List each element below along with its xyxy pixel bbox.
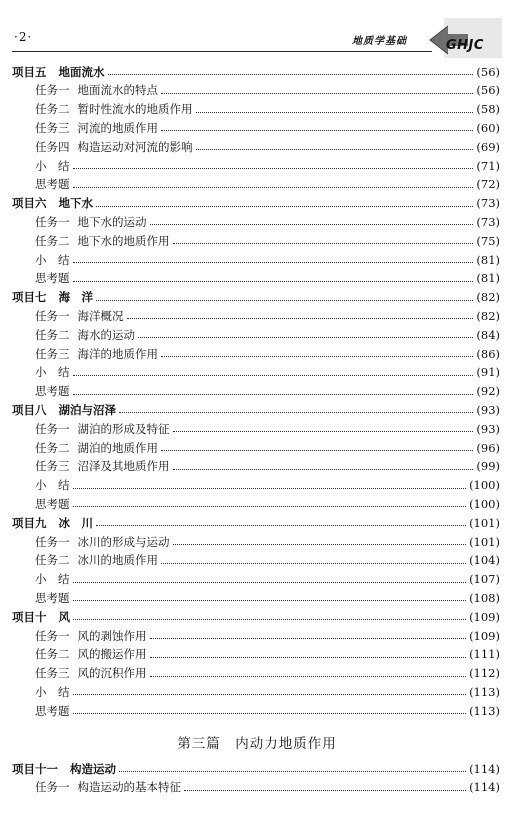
toc-task-row[interactable] (35, 100, 500, 119)
toc-entry-label (35, 364, 70, 380)
toc-entry-title: 地面流水的特点 (77, 83, 158, 98)
dot-leader (150, 638, 467, 639)
toc-entry-number: 项目十 (12, 609, 47, 624)
dot-leader (161, 450, 473, 451)
toc-entry-label (12, 761, 116, 777)
toc-entry-number: 任务二 (35, 553, 70, 568)
toc-entry-number: 小 结 (35, 572, 70, 587)
part-heading: 第三篇 内动力地质作用 (177, 736, 337, 752)
toc-entry-label (35, 252, 70, 268)
toc-chapter-row[interactable] (12, 400, 500, 419)
toc-entry-title: 海水的运动 (77, 327, 135, 342)
dot-leader (196, 112, 474, 113)
toc-task-row[interactable] (35, 494, 500, 513)
toc-entry-label (35, 327, 135, 343)
toc-entry-label (35, 703, 70, 719)
toc-task-row[interactable] (35, 306, 500, 325)
toc-page-number: (114) (469, 780, 500, 795)
toc-task-row[interactable] (35, 175, 500, 194)
toc-task-row[interactable] (35, 532, 500, 551)
toc-page-number: (81) (476, 271, 500, 286)
toc-page-number: (104) (469, 553, 500, 568)
toc-entry-title: 风的搬运作用 (77, 647, 147, 662)
toc-page-number: (101) (469, 515, 500, 530)
toc-page-number: (99) (476, 459, 500, 474)
toc-chapter-row[interactable] (12, 607, 500, 626)
dot-leader (73, 187, 474, 188)
toc-entry-number: 小 结 (35, 365, 70, 380)
dot-leader (184, 790, 466, 791)
toc-entry-number: 思考题 (35, 590, 70, 605)
toc-entry-title: 河流的地质作用 (77, 120, 158, 135)
toc-entry-number: 思考题 (35, 496, 70, 511)
toc-task-row[interactable] (35, 419, 500, 438)
toc-entry-number: 思考题 (35, 177, 70, 192)
toc-entry-label (35, 101, 193, 117)
toc-entry-number: 任务一 (35, 534, 70, 549)
toc-page-number: (72) (476, 177, 500, 192)
toc-entry-number: 项目七 (12, 290, 47, 305)
toc-task-row[interactable] (35, 626, 500, 645)
toc-entry-number: 任务三 (35, 459, 70, 474)
dot-leader (96, 300, 473, 301)
toc-entry-label (35, 308, 124, 324)
toc-entry-title: 海洋概况 (77, 308, 124, 323)
toc-entry-label (35, 628, 147, 644)
dot-leader (73, 488, 467, 489)
toc-entry-title: 地下水的地质作用 (77, 233, 170, 248)
dot-leader (73, 375, 474, 376)
toc-entry-label (35, 571, 70, 587)
toc-task-row[interactable] (35, 588, 500, 607)
toc-page-number: (86) (476, 346, 500, 361)
page-number: ·2· (14, 30, 33, 44)
toc-entry-label (35, 139, 193, 155)
toc-page-number: (73) (476, 196, 500, 211)
toc-entry-label (35, 665, 147, 681)
toc-task-row[interactable] (35, 457, 500, 476)
toc-chapter-row[interactable] (12, 62, 500, 81)
toc-entry-label (35, 534, 170, 550)
toc-entry-label (35, 421, 170, 437)
toc-page-number: (109) (469, 628, 500, 643)
toc-task-row[interactable] (35, 156, 500, 175)
dot-leader (73, 694, 467, 695)
toc-entry-number: 项目十一 (12, 761, 58, 776)
toc-task-row[interactable] (35, 212, 500, 231)
toc-entry-title: 冰 川 (58, 515, 93, 530)
toc-entry-title: 风的剥蚀作用 (77, 628, 147, 643)
dot-leader (73, 262, 474, 263)
toc-page-number: (109) (469, 609, 500, 624)
toc-task-row[interactable] (35, 382, 500, 401)
toc-page-number: (81) (476, 252, 500, 267)
toc-task-row[interactable] (35, 476, 500, 495)
toc-task-row[interactable] (35, 664, 500, 683)
toc-task-row[interactable] (35, 438, 500, 457)
page-header (0, 0, 514, 60)
toc-entry-title: 暂时性流水的地质作用 (77, 102, 193, 117)
toc-entry-number: 思考题 (35, 384, 70, 399)
toc-entry-number: 任务一 (35, 628, 70, 643)
dot-leader (161, 130, 473, 131)
toc-page-number: (75) (476, 233, 500, 248)
toc-entry-number: 小 结 (35, 158, 70, 173)
toc-task-row[interactable] (35, 231, 500, 250)
toc-page-number: (84) (476, 327, 500, 342)
toc-task-row[interactable] (35, 682, 500, 701)
dot-leader (173, 544, 467, 545)
toc-entry-number: 任务三 (35, 120, 70, 135)
toc-entry-number: 任务一 (35, 83, 70, 98)
toc-entry-label (12, 609, 70, 625)
toc-task-row[interactable] (35, 778, 500, 797)
toc-page-number: (113) (469, 703, 500, 718)
toc-page-number: (56) (476, 64, 500, 79)
toc-entry-label (35, 120, 158, 136)
toc-entry-label (35, 176, 70, 192)
toc-entry-label (35, 346, 158, 362)
toc-entry-title: 海 洋 (58, 290, 93, 305)
toc-page-number: (92) (476, 384, 500, 399)
toc-task-row[interactable] (35, 363, 500, 382)
toc-entry-label (35, 233, 170, 249)
toc-entry-number: 项目八 (12, 402, 47, 417)
toc-entry-label (35, 82, 158, 98)
toc-entry-label (35, 440, 158, 456)
dot-leader (73, 506, 467, 507)
toc-task-row[interactable] (35, 269, 500, 288)
dot-leader (96, 206, 473, 207)
toc-entry-number: 任务一 (35, 214, 70, 229)
toc-page-number: (100) (469, 496, 500, 511)
toc-task-row[interactable] (35, 250, 500, 269)
toc-entry-title: 湖泊的地质作用 (77, 440, 158, 455)
dot-leader (173, 431, 474, 432)
header-rule (12, 51, 432, 52)
toc-page-number: (91) (476, 365, 500, 380)
toc-chapter-row[interactable] (12, 513, 500, 532)
toc-page-number: (69) (476, 139, 500, 154)
toc-page-number: (58) (476, 102, 500, 117)
toc-task-row[interactable] (35, 137, 500, 156)
toc-entry-label (35, 779, 181, 795)
toc-entry-number: 任务二 (35, 102, 70, 117)
dot-leader (73, 619, 466, 620)
toc-page-number: (111) (469, 647, 500, 662)
toc-page-number: (56) (476, 83, 500, 98)
toc-entry-label (35, 477, 70, 493)
toc-page-number: (96) (476, 440, 500, 455)
toc-entry-number: 任务二 (35, 233, 70, 248)
dot-leader (73, 168, 474, 169)
toc-entry-title: 湖泊与沼泽 (58, 402, 116, 417)
dot-leader (150, 676, 467, 677)
toc-entry-title: 风 (58, 609, 70, 624)
toc-entry-label (12, 402, 116, 418)
dot-leader (150, 224, 474, 225)
dot-leader (161, 93, 473, 94)
toc-entry-title: 湖泊的形成及特征 (77, 421, 170, 436)
toc-entry-label (12, 64, 105, 80)
toc-task-row[interactable] (35, 118, 500, 137)
toc-chapter-row[interactable] (12, 759, 500, 778)
toc-entry-number: 小 结 (35, 252, 70, 267)
toc-page-number: (71) (476, 158, 500, 173)
toc-entry-label (35, 214, 147, 230)
toc-entry-number: 小 结 (35, 478, 70, 493)
toc-entry-number: 项目五 (12, 64, 47, 79)
toc-entry-number: 任务四 (35, 139, 70, 154)
dot-leader (196, 149, 474, 150)
toc-page-number: (113) (469, 684, 500, 699)
toc-entry-title: 海洋的地质作用 (77, 346, 158, 361)
dot-leader (73, 281, 474, 282)
toc-entry-number: 任务二 (35, 440, 70, 455)
toc-task-row[interactable] (35, 325, 500, 344)
toc-entry-label (35, 458, 170, 474)
toc-entry-label (35, 590, 70, 606)
book-title: 地质学基础 (352, 36, 407, 47)
toc-entry-title: 冰川的形成与运动 (77, 534, 170, 549)
toc-task-row[interactable] (35, 645, 500, 664)
toc-entry-label (35, 158, 70, 174)
toc-entry-label (12, 515, 93, 531)
dot-leader (127, 318, 474, 319)
toc-entry-number: 任务一 (35, 308, 70, 323)
dot-leader (73, 713, 467, 714)
toc-task-row[interactable] (35, 551, 500, 570)
toc-entry-number: 小 结 (35, 684, 70, 699)
toc-task-row[interactable] (35, 81, 500, 100)
toc-entry-label (35, 496, 70, 512)
toc-entry-title: 风的沉积作用 (77, 666, 147, 681)
toc-task-row[interactable] (35, 570, 500, 589)
dot-leader (119, 771, 466, 772)
toc-page-number: (114) (469, 761, 500, 776)
toc-page-number: (60) (476, 120, 500, 135)
toc-entry-label (12, 195, 93, 211)
toc-entry-title: 地面流水 (58, 64, 105, 79)
toc-entry-title: 构造运动对河流的影响 (77, 139, 193, 154)
toc-entry-label (35, 552, 158, 568)
dot-leader (161, 356, 473, 357)
dot-leader (150, 657, 467, 658)
toc-entry-number: 任务三 (35, 666, 70, 681)
toc-page-number: (82) (476, 308, 500, 323)
toc-entry-number: 项目九 (12, 515, 47, 530)
toc-entry-title: 地下水 (58, 196, 93, 211)
toc-entry-number: 思考题 (35, 271, 70, 286)
dot-leader (173, 469, 474, 470)
toc-task-row[interactable] (35, 701, 500, 720)
toc-entry-label (12, 289, 93, 305)
toc-entry-label (35, 646, 147, 662)
toc-chapter-row[interactable] (12, 194, 500, 213)
dot-leader (73, 582, 467, 583)
toc-entry-number: 任务一 (35, 421, 70, 436)
toc-entry-label (35, 270, 70, 286)
toc-task-row[interactable] (35, 344, 500, 363)
dot-leader (73, 600, 467, 601)
toc-entry-number: 任务三 (35, 346, 70, 361)
toc-chapter-row[interactable] (12, 288, 500, 307)
toc-page-number: (73) (476, 214, 500, 229)
toc-entry-number: 任务二 (35, 647, 70, 662)
toc-page-number: (93) (476, 402, 500, 417)
toc-entry-number: 任务一 (35, 780, 70, 795)
toc-entry-title: 构造运动 (70, 761, 116, 776)
dot-leader (161, 563, 466, 564)
toc-page-number: (93) (476, 421, 500, 436)
toc-entry-label (35, 684, 70, 700)
dot-leader (96, 525, 466, 526)
toc-entry-title: 地下水的运动 (77, 214, 147, 229)
toc-entry-label (35, 383, 70, 399)
dot-leader (138, 337, 473, 338)
dot-leader (119, 412, 473, 413)
toc-page-number: (107) (469, 572, 500, 587)
toc-page-number: (108) (469, 590, 500, 605)
logo-text: GHJC (446, 38, 484, 53)
toc-entry-title: 沼泽及其地质作用 (77, 459, 170, 474)
dot-leader (173, 243, 474, 244)
toc-entry-number: 思考题 (35, 703, 70, 718)
dot-leader (108, 74, 474, 75)
toc-page-number: (112) (469, 666, 500, 681)
toc-entry-number: 任务二 (35, 327, 70, 342)
toc-entry-number: 项目六 (12, 196, 47, 211)
toc-page-number: (101) (469, 534, 500, 549)
toc-entry-title: 冰川的地质作用 (77, 553, 158, 568)
toc-entry-title: 构造运动的基本特征 (77, 780, 181, 795)
toc-page-number: (82) (476, 290, 500, 305)
dot-leader (73, 394, 474, 395)
toc-page-number: (100) (469, 478, 500, 493)
